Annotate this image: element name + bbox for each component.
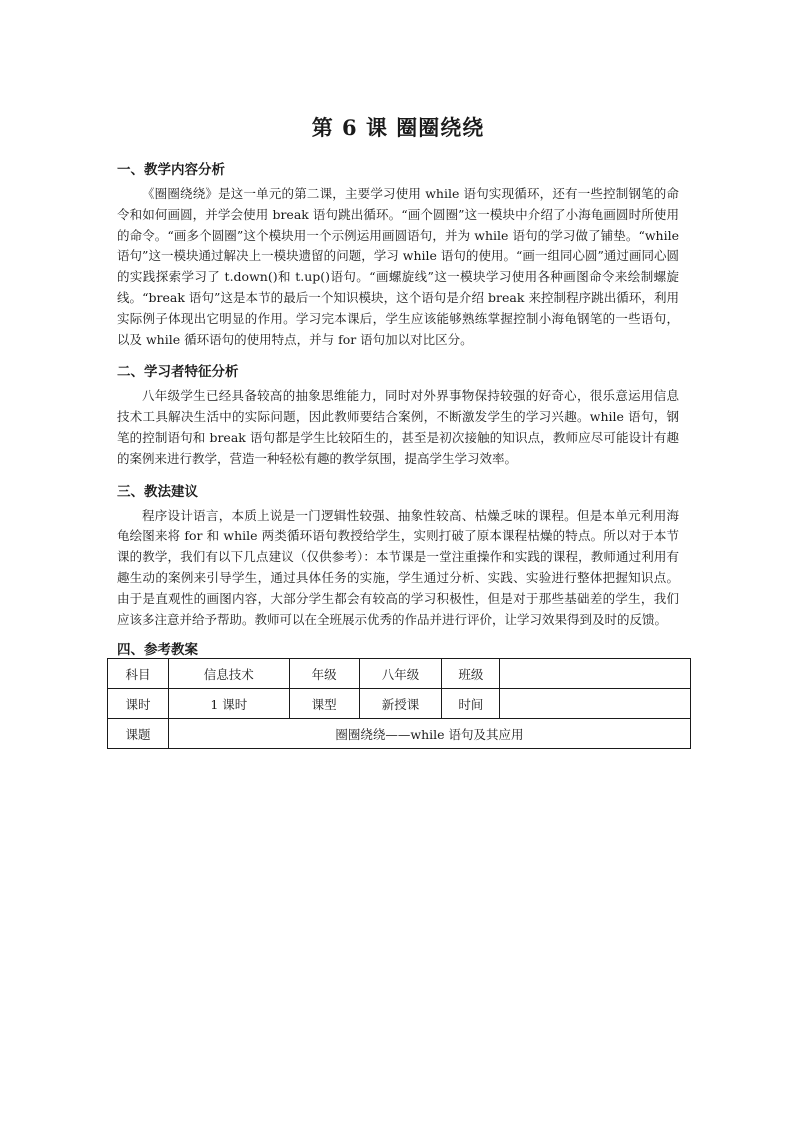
table-cell: 课时 xyxy=(108,689,169,719)
section-learner-analysis xyxy=(117,362,679,469)
table-cell: 科目 xyxy=(108,659,169,689)
document-page xyxy=(117,112,679,742)
section-heading: 二、学习者特征分析 xyxy=(117,364,239,381)
section-heading: 一、教学内容分析 xyxy=(117,162,225,178)
section-lesson-plan xyxy=(117,642,679,742)
table-cell: 时间 xyxy=(442,689,500,719)
table-cell: 八年级 xyxy=(359,659,442,689)
table-cell-empty xyxy=(500,659,691,689)
table-row xyxy=(108,719,691,749)
table-cell: 年级 xyxy=(289,659,359,689)
table-row xyxy=(108,689,691,719)
table-cell-empty xyxy=(500,689,691,719)
section-heading: 四、参考教案 xyxy=(117,642,198,659)
table-cell: 信息技术 xyxy=(168,659,289,689)
table-cell: 1 课时 xyxy=(168,689,289,719)
table-row xyxy=(108,659,691,689)
lesson-title: 第 6 课 圈圈绕绕 xyxy=(311,115,485,140)
section-paragraph: 八年级学生已经具备较高的抽象思维能力，同时对外界事物保持较强的好奇心，很乐意运用信息技术工具解决生活中的实际问题，因此教师要结合案例，不断激发学生的学习兴趣。while 语句，钢笔的控制语句和 break 语句都是学生比较陌生的，甚至是初次接触的知识点，教师应尽可能设计有趣的案例来进行教学，营造一种轻松有趣的教学氛围，提高学生学习效率。 xyxy=(117,388,679,466)
table-cell: 班级 xyxy=(442,659,500,689)
topic-cell: 圈圈绕绕——while 语句及其应用 xyxy=(168,719,690,749)
section-paragraph: 《圈圈绕绕》是这一单元的第二课，主要学习使用 while 语句实现循环，还有一些控制钢笔的命令和如何画圆，并学会使用 break 语句跳出循环。“画个圆圈”这一模块中介绍了小海龟画圆时所使用的命令。“画多个圆圈”这个模块用一个示例运用画圆语句，并为 while 语句的学习做了铺垫。“while 语句”这一模块通过解决上一模块遗留的问题，学习 while 语句的使用。“画一组同心圆”通过画同心圆的实践探索学习了 t.down()和 t.up()语句。“画螺旋线”这一模块学习使用各种画图命令来绘制螺旋线。“break 语句”这是本节的最后一个知识模块，这个语句是介绍 break 来控制程序跳出循环，利用实际例子体现出它明显的作用。学习完本课后，学生应该能够熟练掌握控制小海龟钢笔的一些语句，以及 while 循环语句的使用特点，并与 for 语句加以对比区分。 xyxy=(117,186,679,347)
section-paragraph: 程序设计语言，本质上说是一门逻辑性较强、抽象性较高、枯燥乏味的课程。但是本单元利用海龟绘图来将 for 和 while 两类循环语句教授给学生，实则打破了原本课程枯燥的特点。所以对于本节课的教学，我们有以下几点建议（仅供参考）：本节课是一堂注重操作和实践的课程，教师通过利用有趣生动的案例来引导学生，通过具体任务的实施，学生通过分析、实践、实验进行整体把握知识点。由于是直观性的画图内容，大部分学生都会有较高的学习积极性，但是对于那些基础差的学生，我们应该多注意并给予帮助。教师可以在全班展示优秀的作品并进行评价，让学习效果得到及时的反馈。 xyxy=(117,507,679,627)
table-cell: 课型 xyxy=(289,689,359,719)
table-cell: 新授课 xyxy=(359,689,442,719)
section-content-analysis xyxy=(117,160,679,350)
section-heading: 三、教法建议 xyxy=(117,483,198,500)
lesson-plan-table xyxy=(107,658,691,749)
table-cell: 课题 xyxy=(108,719,169,749)
section-teaching-suggestions xyxy=(117,482,679,631)
